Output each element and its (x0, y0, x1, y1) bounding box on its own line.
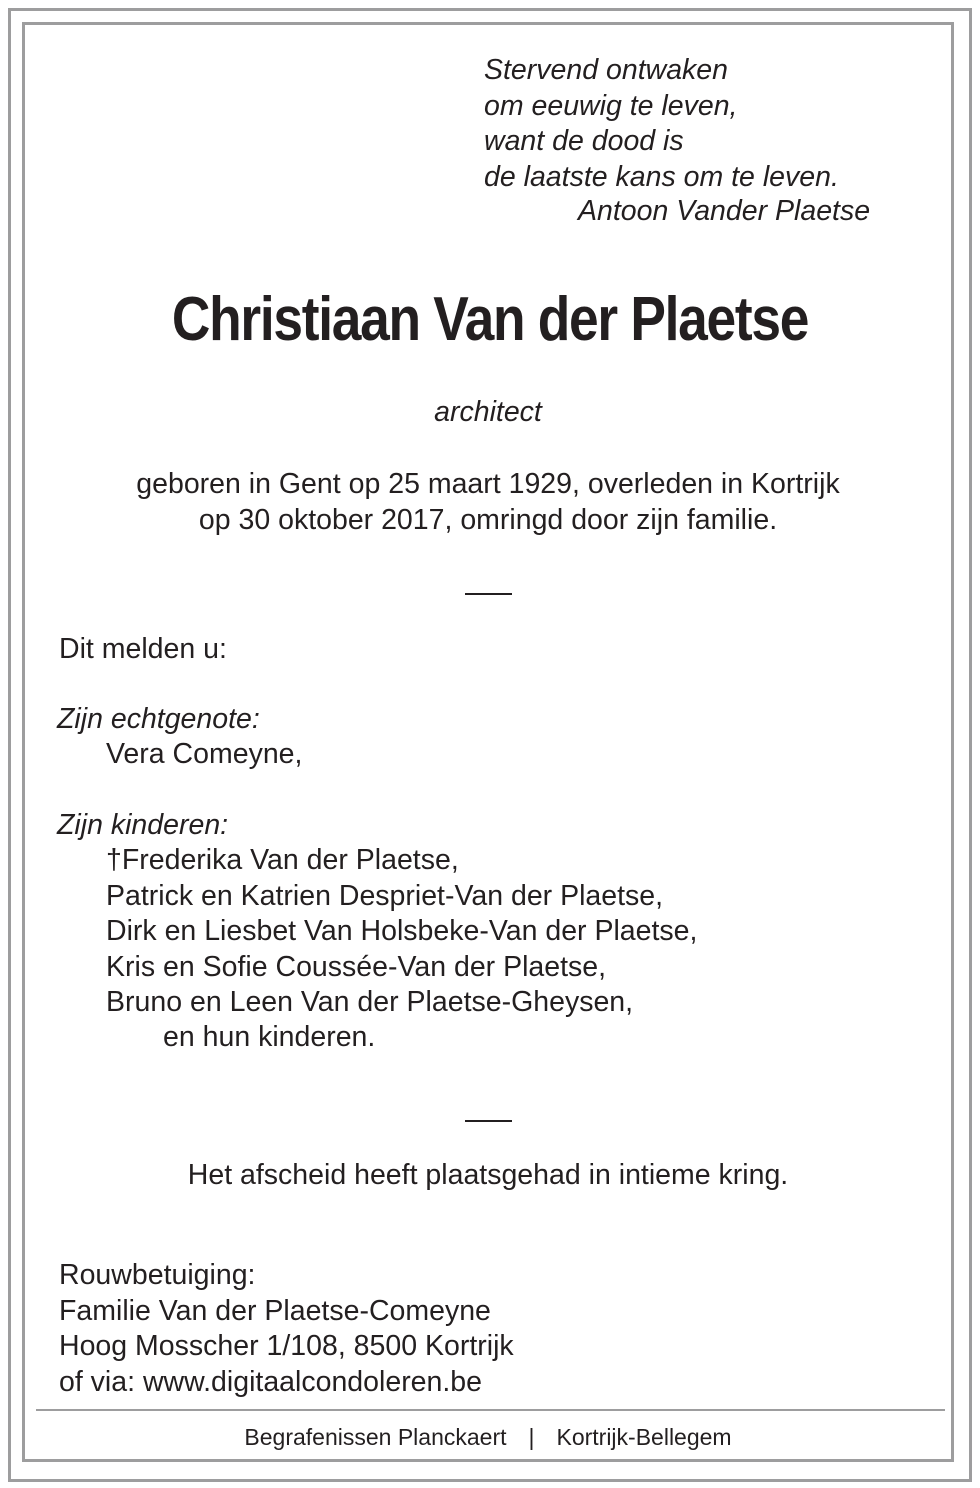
footer-separator: | (528, 1424, 535, 1450)
poem-line: want de dood is (484, 125, 684, 157)
poem-line: Stervend ontwaken (484, 54, 728, 86)
children-label: Zijn kinderen: (57, 809, 229, 841)
child-item: Kris en Sofie Coussée-Van der Plaetse, (106, 950, 607, 983)
deceased-name: Christiaan Van der Plaetse (171, 285, 809, 354)
footer (0, 1422, 976, 1452)
condolence-family: Familie Van der Plaetse-Comeyne (59, 1294, 491, 1327)
funeral-home-location: Kortrijk-Bellegem (556, 1424, 732, 1450)
child-item: Dirk en Liesbet Van Holsbeke-Van der Plaetse, (106, 915, 698, 947)
intro-text: Dit melden u: (59, 633, 227, 665)
birth-line: geboren in Gent op 25 maart 1929, overleden in Kortrijk (136, 468, 840, 500)
farewell-text: Het afscheid heeft plaatsgehad in intieme kring. (187, 1159, 789, 1191)
condolence-block (59, 1258, 514, 1400)
footer-divider (36, 1409, 945, 1411)
divider (465, 593, 512, 595)
birth-death-info (0, 467, 976, 538)
profession: architect (434, 396, 542, 428)
child-item: †Frederika Van der Plaetse, (106, 844, 459, 876)
children-list (106, 843, 697, 1021)
child-item: Patrick en Katrien Despriet-Van der Plaetse, (106, 879, 664, 912)
poem (484, 53, 839, 195)
condolence-label: Rouwbetuiging: (59, 1259, 256, 1291)
child-item: Bruno en Leen Van der Plaetse-Gheysen, (106, 986, 634, 1018)
spouse-name: Vera Comeyne, (106, 738, 303, 770)
condolence-online: of via: www.digitaalcondoleren.be (59, 1365, 483, 1398)
spouse-label: Zijn echtgenote: (57, 703, 260, 735)
divider (465, 1120, 512, 1122)
death-line: op 30 oktober 2017, omringd door zijn familie. (198, 503, 778, 536)
poem-line: om eeuwig te leven, (484, 89, 738, 122)
funeral-home: Begrafenissen Planckaert (244, 1424, 507, 1450)
poem-line: de laatste kans om te leven. (484, 160, 839, 193)
grandchildren-line: en hun kinderen. (163, 1021, 376, 1053)
condolence-address: Hoog Mosscher 1/108, 8500 Kortrijk (59, 1330, 514, 1362)
poem-author: Antoon Vander Plaetse (578, 195, 871, 227)
